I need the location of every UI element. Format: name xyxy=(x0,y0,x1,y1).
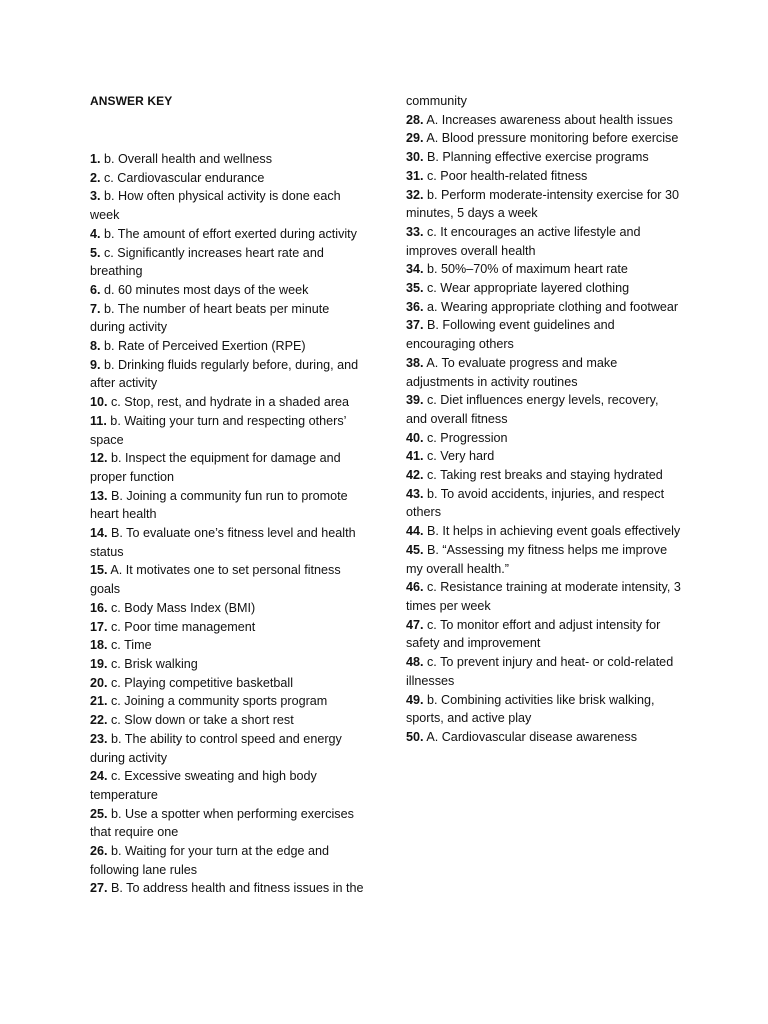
answer-number: 16. xyxy=(90,600,108,615)
answer-number: 26. xyxy=(90,844,108,859)
answer-text: a. Wearing appropriate clothing and footwear xyxy=(423,299,679,314)
answer-number: 50. xyxy=(406,729,424,744)
answer-item xyxy=(90,281,366,300)
answer-text: b. Waiting for your turn at the edge and following lane rules xyxy=(90,844,329,877)
answer-number: 11. xyxy=(90,413,107,428)
answer-number: 28. xyxy=(406,112,424,127)
answer-item xyxy=(406,429,682,448)
answer-text: B. Following event guidelines and encouraging others xyxy=(406,318,615,352)
answer-text: B. To evaluate one’s fitness level and health status xyxy=(90,526,356,559)
answer-number: 33. xyxy=(406,224,424,239)
answer-text: c. Playing competitive basketball xyxy=(107,675,294,690)
answer-item xyxy=(406,485,682,522)
answer-item xyxy=(406,298,682,317)
answer-item xyxy=(406,279,682,298)
answer-text: B. To address health and fitness issues in the xyxy=(107,881,364,896)
answer-item xyxy=(90,711,366,730)
answer-number: 9. xyxy=(90,357,101,372)
answer-number: 41. xyxy=(406,449,424,464)
answer-number: 23. xyxy=(90,731,108,746)
answer-item xyxy=(90,300,366,337)
answer-item xyxy=(90,356,366,393)
answer-text: c. Excessive sweating and high body temperature xyxy=(90,769,317,802)
answer-item xyxy=(406,129,682,148)
answer-number: 12. xyxy=(90,451,108,466)
answer-item xyxy=(406,691,682,728)
continued-text: community xyxy=(406,94,467,108)
answer-text: c. To prevent injury and heat- or cold-related illnesses xyxy=(406,655,674,688)
answer-text: c. Very hard xyxy=(423,449,495,464)
answer-item xyxy=(406,522,682,541)
answer-text: A. To evaluate progress and make adjustments in activity routines xyxy=(406,355,618,389)
answer-number: 31. xyxy=(406,168,424,183)
answer-item xyxy=(90,692,366,711)
answer-item xyxy=(90,561,366,598)
answer-text: c. Significantly increases heart rate and breathing xyxy=(90,245,324,279)
answer-text: c. Brisk walking xyxy=(107,656,198,671)
answer-item xyxy=(406,578,682,615)
answer-number: 22. xyxy=(90,713,108,728)
answer-number: 44. xyxy=(406,524,424,539)
answer-text: A. Increases awareness about health issues xyxy=(423,112,673,127)
answer-text: c. Taking rest breaks and staying hydrated xyxy=(423,468,663,483)
answer-number: 20. xyxy=(90,675,108,690)
answer-item xyxy=(90,187,366,224)
answer-number: 38. xyxy=(406,355,424,370)
answer-number: 48. xyxy=(406,655,424,670)
answer-number: 36. xyxy=(406,299,424,314)
answer-column-right xyxy=(406,92,682,747)
answer-item xyxy=(90,805,366,842)
answer-number: 39. xyxy=(406,393,424,408)
answer-text: b. Combining activities like brisk walking, sports, and active play xyxy=(406,692,655,726)
answer-text: b. Perform moderate-intensity exercise for 30 minutes, 5 days a week xyxy=(406,187,679,221)
answer-text: b. Use a spotter when performing exercises that require one xyxy=(90,806,354,840)
answer-text: b. Rate of Perceived Exertion (RPE) xyxy=(100,339,306,354)
answer-text: d. 60 minutes most days of the week xyxy=(100,282,309,297)
answer-item xyxy=(406,616,682,653)
answer-number: 6. xyxy=(90,282,101,297)
answer-text: B. Joining a community fun run to promote heart health xyxy=(90,488,348,522)
answer-text: c. Time xyxy=(107,638,152,653)
answer-text: B. “Assessing my fitness helps me improve my overall health.” xyxy=(406,542,668,576)
answer-item xyxy=(406,728,682,747)
answer-item xyxy=(406,316,682,353)
answer-number: 46. xyxy=(406,580,424,595)
answer-number: 24. xyxy=(90,769,108,784)
answer-item xyxy=(406,541,682,578)
answer-item xyxy=(90,599,366,618)
answer-number: 3. xyxy=(90,189,101,204)
answer-item xyxy=(406,111,682,130)
answer-number: 45. xyxy=(406,542,424,557)
answer-item xyxy=(90,842,366,879)
answer-text: b. How often physical activity is done each week xyxy=(90,189,341,223)
answer-number: 43. xyxy=(406,486,424,501)
answer-item xyxy=(406,260,682,279)
answer-number: 14. xyxy=(90,526,108,541)
answer-item xyxy=(406,354,682,391)
answer-text: b. The amount of effort exerted during activity xyxy=(100,226,357,241)
answer-text: c. To monitor effort and adjust intensity for safety and improvement xyxy=(406,617,661,651)
answer-item xyxy=(90,412,366,449)
answer-text: c. Poor health-related fitness xyxy=(423,168,588,183)
answer-number: 40. xyxy=(406,430,424,445)
answer-text: A. Cardiovascular disease awareness xyxy=(423,729,638,744)
answer-item xyxy=(90,487,366,524)
answer-item xyxy=(90,393,366,412)
answer-item xyxy=(90,169,366,188)
answer-text: b. To avoid accidents, injuries, and respect others xyxy=(406,486,665,520)
answer-number: 42. xyxy=(406,468,424,483)
answer-text: b. The ability to control speed and energy during activity xyxy=(90,731,342,765)
answer-number: 4. xyxy=(90,226,101,241)
answer-number: 49. xyxy=(406,692,424,707)
answer-item xyxy=(406,391,682,428)
answer-text: A. It motivates one to set personal fitness goals xyxy=(90,563,341,597)
answer-item xyxy=(90,524,366,561)
answer-text: b. The number of heart beats per minute during activity xyxy=(90,301,330,335)
answer-text: b. 50%–70% of maximum heart rate xyxy=(423,262,628,277)
answer-item xyxy=(90,449,366,486)
answer-number: 29. xyxy=(406,131,424,146)
answer-number: 8. xyxy=(90,339,101,354)
answer-text: c. Cardiovascular endurance xyxy=(100,170,265,185)
answer-text: c. Resistance training at moderate intensity, 3 times per week xyxy=(406,580,681,613)
answer-text: c. Poor time management xyxy=(107,619,256,634)
answer-item xyxy=(406,148,682,167)
answer-number: 37. xyxy=(406,318,424,333)
answer-number: 34. xyxy=(406,262,424,277)
answer-text: c. Stop, rest, and hydrate in a shaded area xyxy=(107,395,350,410)
answer-item xyxy=(406,466,682,485)
answer-text: b. Drinking fluids regularly before, during, and after activity xyxy=(90,357,359,391)
answer-number: 27. xyxy=(90,881,108,896)
answer-text: c. It encourages an active lifestyle and improves overall health xyxy=(406,224,641,258)
answer-text: c. Joining a community sports program xyxy=(107,694,328,709)
answer-text: c. Body Mass Index (BMI) xyxy=(107,600,256,615)
answer-number: 10. xyxy=(90,395,108,410)
answer-number: 25. xyxy=(90,806,108,821)
answer-number: 32. xyxy=(406,187,424,202)
answer-text: A. Blood pressure monitoring before exercise xyxy=(423,131,679,146)
answer-number: 1. xyxy=(90,152,101,166)
answer-column-left xyxy=(90,150,366,898)
answer-item xyxy=(90,655,366,674)
answer-number: 19. xyxy=(90,656,108,671)
answer-item xyxy=(406,186,682,223)
answer-item xyxy=(90,618,366,637)
answer-item xyxy=(90,730,366,767)
answer-text: B. Planning effective exercise programs xyxy=(423,150,649,165)
answer-number: 21. xyxy=(90,694,108,709)
answer-item xyxy=(90,337,366,356)
answer-item xyxy=(406,447,682,466)
answer-item xyxy=(406,223,682,260)
answer-number: 47. xyxy=(406,617,424,632)
answer-number: 5. xyxy=(90,245,101,260)
answer-number: 13. xyxy=(90,488,108,503)
answer-number: 15. xyxy=(90,563,108,578)
answer-item xyxy=(90,879,366,898)
answer-item xyxy=(406,653,682,690)
answer-text: c. Slow down or take a short rest xyxy=(107,713,294,728)
answer-text: b. Waiting your turn and respecting others’ space xyxy=(90,413,346,447)
answer-item xyxy=(90,150,366,169)
answer-text: c. Progression xyxy=(423,430,508,445)
answer-text: B. It helps in achieving event goals effectively xyxy=(423,524,681,539)
page-title: ANSWER KEY xyxy=(90,94,173,108)
answer-item xyxy=(90,767,366,804)
answer-number: 18. xyxy=(90,638,108,653)
answer-number: 35. xyxy=(406,281,424,296)
answer-number: 17. xyxy=(90,619,108,634)
answer-number: 30. xyxy=(406,150,424,165)
answer-item xyxy=(90,674,366,693)
answer-item xyxy=(406,167,682,186)
answer-item xyxy=(90,244,366,281)
answer-text: c. Diet influences energy levels, recovery, and overall fitness xyxy=(406,393,659,426)
answer-number: 2. xyxy=(90,170,101,185)
answer-text: b. Overall health and wellness xyxy=(100,152,273,166)
answer-text: c. Wear appropriate layered clothing xyxy=(423,281,630,296)
answer-number: 7. xyxy=(90,301,101,316)
answer-item xyxy=(90,225,366,244)
answer-text: b. Inspect the equipment for damage and proper function xyxy=(90,451,341,484)
answer-item xyxy=(90,636,366,655)
